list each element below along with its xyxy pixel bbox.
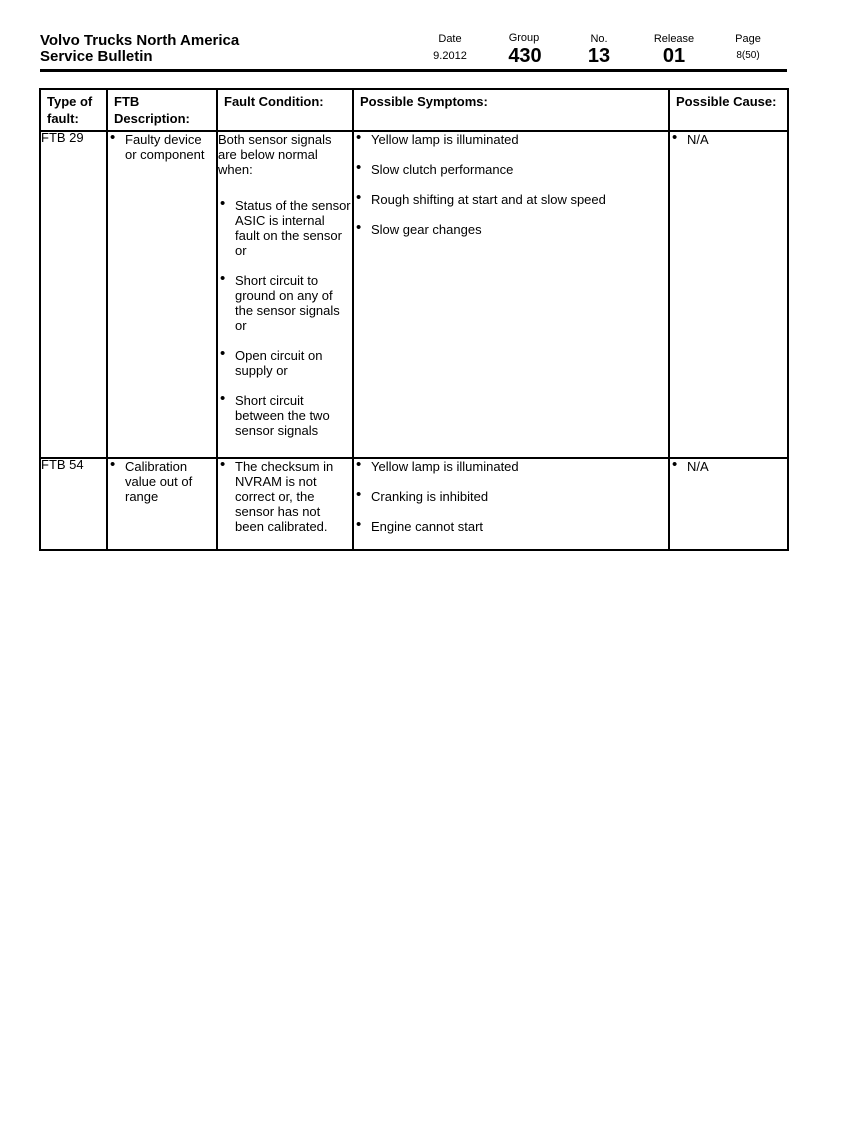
column-header-symptoms: Possible Symptoms: (353, 89, 669, 131)
number-value: 13 (587, 45, 611, 67)
date-value: 9.2012 (433, 50, 467, 62)
fault-type: FTB 29 (41, 130, 84, 145)
condition-cell (217, 131, 353, 458)
fault-type-cell (40, 458, 107, 550)
release-label: Release (653, 33, 695, 45)
header-rule (40, 69, 787, 72)
group-value: 430 (508, 45, 542, 67)
description-list (108, 459, 216, 504)
column-header-description: FTB Description: (107, 89, 217, 131)
page-label: Page (735, 33, 761, 45)
column-header-type: Type of fault: (40, 89, 107, 131)
list-item: • Status of the sensor ASIC is internal fault on the sensor or (218, 198, 352, 258)
document-type: Service Bulletin (40, 48, 153, 65)
company-name: Volvo Trucks North America (40, 32, 240, 49)
list-item: • Open circuit on supply or (218, 348, 352, 378)
condition-list (218, 198, 352, 438)
column-header-condition: Fault Condition: (217, 89, 353, 131)
condition-list (218, 459, 352, 534)
table-row (40, 131, 788, 458)
list-item: • The checksum in NVRAM is not correct or, the sensor has not been calibrated. (218, 459, 352, 534)
list-item: • N/A (670, 459, 787, 474)
release-value: 01 (662, 45, 686, 67)
number-label: No. (590, 33, 608, 45)
table-row (40, 458, 788, 550)
date-label: Date (438, 33, 462, 45)
description-cell (107, 131, 217, 458)
symptoms-list (354, 459, 668, 534)
cause-list (670, 459, 787, 474)
description-cell (107, 458, 217, 550)
list-item: • Yellow lamp is illuminated (354, 459, 668, 474)
list-item: • Cranking is inhibited (354, 489, 668, 504)
fault-type-cell (40, 131, 107, 458)
condition-intro: Both sensor signals are below normal when: (218, 132, 332, 177)
fault-type: FTB 54 (41, 457, 84, 472)
company-block (40, 33, 239, 65)
symptoms-list (354, 132, 668, 237)
symptoms-cell (353, 131, 669, 458)
list-item: • Engine cannot start (354, 519, 668, 534)
bulletin-header (40, 30, 786, 70)
cause-list (670, 132, 787, 147)
group-label: Group (508, 32, 540, 44)
list-item: • Slow clutch performance (354, 162, 668, 177)
list-item: • Yellow lamp is illuminated (354, 132, 668, 147)
cause-cell (669, 131, 788, 458)
condition-cell (217, 458, 353, 550)
list-item: • N/A (670, 132, 787, 147)
column-header-cause: Possible Cause: (669, 89, 788, 131)
cause-cell (669, 458, 788, 550)
list-item: • Calibration value out of range (108, 459, 216, 504)
list-item: • Short circuit to ground on any of the sensor signals or (218, 273, 352, 333)
table-header-row (40, 89, 788, 131)
list-item: • Rough shifting at start and at slow speed (354, 192, 668, 207)
fault-table (39, 88, 789, 551)
symptoms-cell (353, 458, 669, 550)
list-item: • Faulty device or component (108, 132, 216, 162)
description-list (108, 132, 216, 162)
list-item: • Slow gear changes (354, 222, 668, 237)
page-value: 8(50) (736, 50, 760, 61)
list-item: • Short circuit between the two sensor signals (218, 393, 352, 438)
